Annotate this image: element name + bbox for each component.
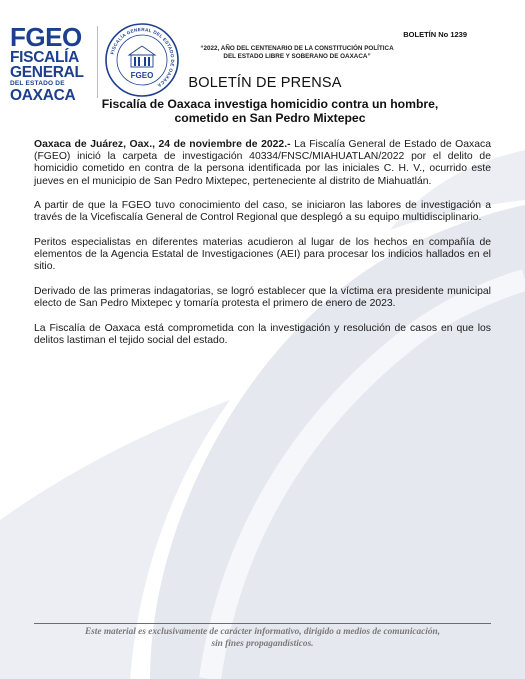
logo-line-oaxaca: OAXACA — [10, 87, 76, 104]
footer-line-1: Este material es exclusivamente de carácter informativo, dirigido a medios de comunicación, — [84, 627, 441, 637]
paragraph-2: A partir de que la FGEO tuvo conocimiento del caso, se iniciaron las labores de investigación a través de la Vicefiscalía General de Control Regional que desplegó a su equipo multidisciplinario. — [34, 200, 491, 224]
paragraph-3: Peritos especialistas en diferentes materias acudieron al lugar de los hechos en compañía de elementos de la Agencia Estatal de Investigaciones (AEI) para procesar los indicios hallados en el sitio. — [34, 237, 491, 273]
bulletin-number: BOLETÍN No 1239 — [403, 30, 467, 39]
header-divider — [97, 26, 98, 98]
motto-line-1: “2022, AÑO DEL CENTENARIO DE LA CONSTITUCIÓN POLÍTICA — [200, 45, 394, 52]
footer-disclaimer — [40, 626, 485, 650]
footer-line-2: sin fines propagandísticos. — [211, 639, 314, 649]
fgeo-logo — [10, 24, 92, 103]
logo-wordmark: FGEO — [10, 22, 82, 52]
motto-line-2: DEL ESTADO LIBRE Y SOBERANO DE OAXACA” — [223, 53, 371, 60]
logo-tagline: DEL ESTADO DE — [10, 80, 65, 87]
seal-center-text: FGEO — [130, 71, 154, 80]
paragraph-4: Derivado de las primeras indagatorias, se logró establecer que la víctima era presidente municipal electo de San Pedro Mixtepec y tomaría protesta el primero de enero de 2023. — [34, 286, 491, 310]
article-body — [34, 139, 491, 360]
dateline: Oaxaca de Juárez, Oax., 24 de noviembre de 2022.- — [34, 139, 291, 150]
headline-line-2: cometido en San Pedro Mixtepec — [174, 111, 366, 125]
fgeo-seal-icon — [104, 22, 180, 98]
press-release-title: BOLETÍN DE PRENSA — [188, 75, 342, 91]
official-motto — [182, 45, 412, 61]
seal-ring-text: FISCALÍA GENERAL DEL ESTADO DE OAXACA — [109, 26, 176, 89]
lead-text: La Fiscalía General de Estado de Oaxaca (FGEO) inició la carpeta de investigación 40334/FNSC/MIAHUATLAN/2022 por el delito de homicidio cometido en contra de la persona identificada por las iniciales C. H. V., ocurrido este jueves en el municipio de San Pedro Mixtepec, perteneciente al distrito de Miahuatlán. — [34, 139, 491, 187]
paragraph-lead — [34, 139, 491, 188]
logo-line-general: GENERAL — [10, 64, 84, 81]
footer-divider — [34, 623, 491, 624]
headline — [70, 97, 470, 125]
headline-line-1: Fiscalía de Oaxaca investiga homicidio contra un hombre, — [101, 97, 439, 111]
paragraph-5: La Fiscalía de Oaxaca está comprometida con la investigación y resolución de casos en que los delitos lastiman el tejido social del estado. — [34, 322, 491, 346]
logo-line-fiscalia: FISCALÍA — [10, 49, 80, 66]
